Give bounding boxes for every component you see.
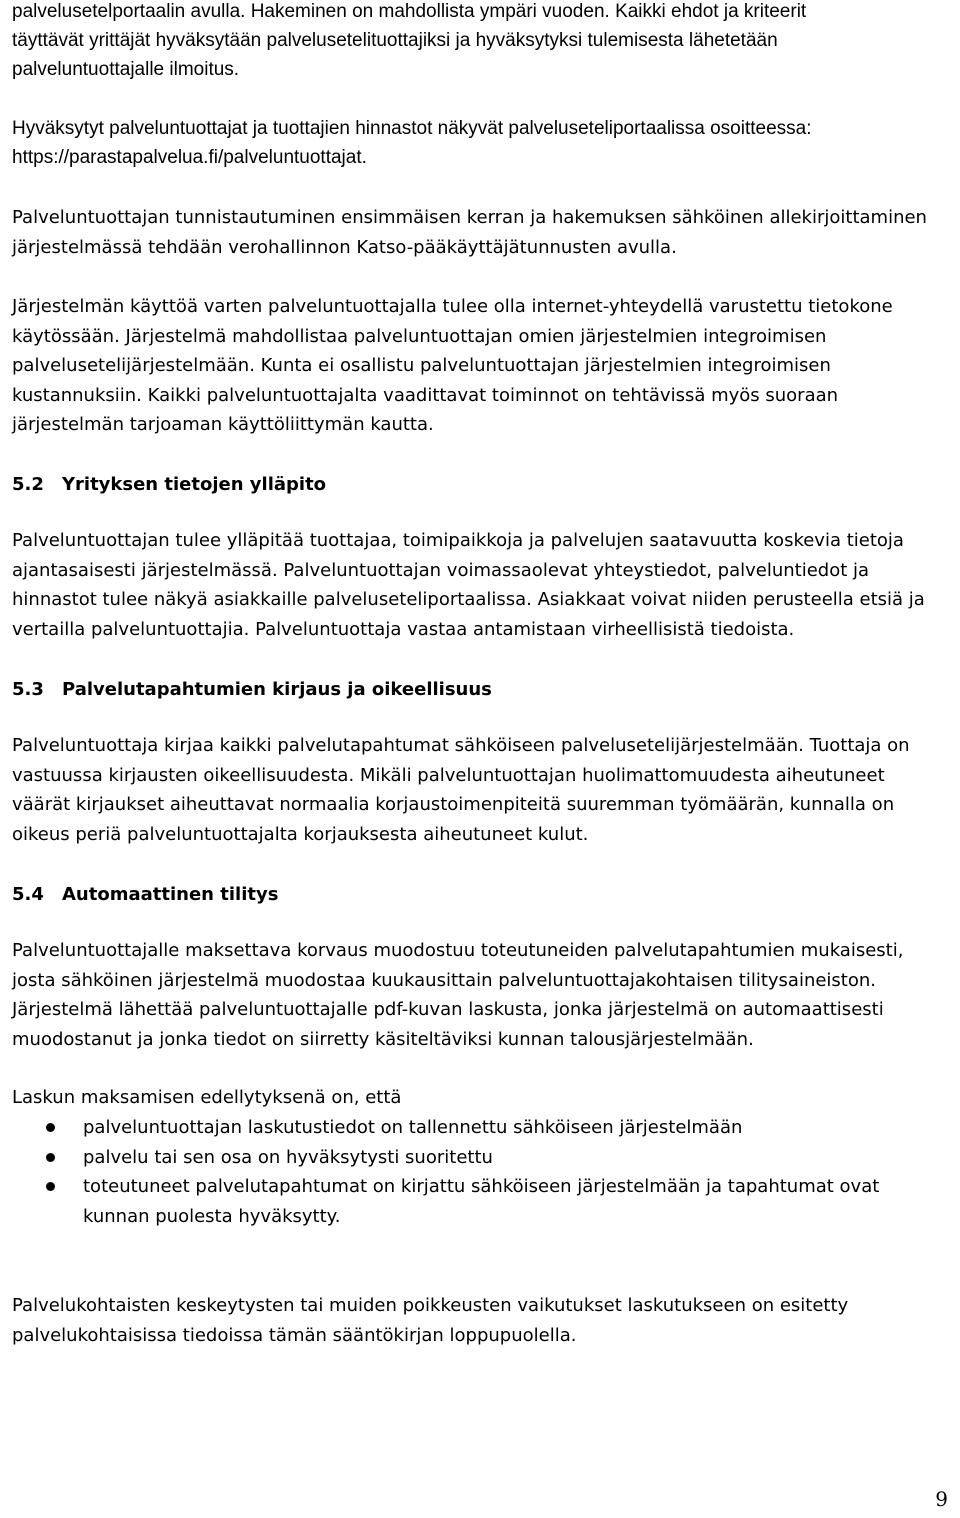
approved-providers-paragraph [12,114,812,172]
section-title: Palvelutapahtumien kirjaus ja oikeellisuus [62,679,492,700]
list-item [12,1113,879,1143]
section-title: Yrityksen tietojen ylläpito [62,474,327,495]
paragraph-line: Palvelukohtaisten keskeytysten tai muiden poikkeusten vaikutukset laskutukseen on esitetty [12,1295,849,1316]
list-item-text: kunnan puolesta hyväksytty. [83,1205,341,1227]
list-item-text: toteutuneet palvelutapahtumat on kirjattu sähköiseen järjestelmään ja tapahtumat ovat [83,1176,880,1198]
section-number: 5.4 [12,884,44,905]
system-use-line: kustannuksiin. Kaikki palveluntuottajalta vaadittavat toiminnot on tehtävissä myös suoraan [12,384,839,406]
intro-paragraph [12,0,806,84]
intro-line: palveluntuottajalle ilmoitus. [12,59,240,80]
section-title: Automaattinen tilitys [62,884,279,905]
system-use-line: järjestelmän tarjoaman käyttöliittymän kautta. [12,414,434,436]
conditions-list [12,1113,879,1231]
paragraph-line: Palveluntuottaja kirjaa kaikki palvelutapahtumat sähköiseen palvelusetelijärjestelmään. Tuottaja on [12,735,910,756]
paragraph-line: hinnastot tulee näkyä asiakkaille palveluseteliportaalissa. Asiakkaat voivat niiden perusteella etsiä ja [12,589,925,611]
section-5-2-heading [12,473,326,497]
bullet-icon [46,1123,55,1132]
paragraph-line: muodostanut ja jonka tiedot on siirretty käsiteltäviksi kunnan talousjärjestelmään. [12,1028,754,1050]
paragraph-line: väärät kirjaukset aiheuttavat normaalia korjaustoimenpiteitä suuremman työmäärän, kunnalla on [12,794,895,816]
paragraph-line: Palveluntuottajalle maksettava korvaus muodostuu toteutuneiden palvelutapahtumien mukaisesti, [12,940,904,961]
bullet-icon [46,1153,55,1162]
paragraph-line: Järjestelmä lähettää palveluntuottajalle pdf-kuvan laskusta, jonka järjestelmä on automaattisesti [12,999,884,1021]
list-item-text: palveluntuottajan laskutustiedot on tallennettu sähköiseen järjestelmään [83,1117,743,1138]
authentication-line: Palveluntuottajan tunnistautuminen ensimmäisen kerran ja hakemuksen sähköinen allekirjoittaminen [12,207,927,228]
section-5-3-paragraph [12,731,910,849]
section-5-3-heading [12,678,492,702]
list-item [12,1172,879,1231]
section-number: 5.3 [12,679,44,700]
system-use-paragraph [12,292,893,440]
section-5-2-paragraph [12,526,925,644]
bullet-icon [46,1182,55,1191]
section-5-4-heading [12,883,278,907]
conditions-intro-text: Laskun maksamisen edellytyksenä on, että [12,1087,402,1108]
paragraph-line: ajantasaisesti järjestelmässä. Palveluntuottajan voimassaolevat yhteystiedot, palveluntiedot ja [12,559,870,581]
section-number: 5.2 [12,474,44,495]
paragraph-line: palvelukohtaisissa tiedoissa tämän sääntökirjan loppupuolella. [12,1324,577,1346]
closing-paragraph [12,1291,848,1350]
authentication-line: järjestelmässä tehdään verohallinnon Katso-pääkäyttäjätunnusten avulla. [12,236,677,258]
list-item-text: palvelu tai sen osa on hyväksytysti suoritettu [83,1146,493,1168]
conditions-intro [12,1083,401,1113]
section-5-4-paragraph [12,936,903,1054]
system-use-line: käytössään. Järjestelmä mahdollistaa palveluntuottajan omien järjestelmien integroimisen [12,325,827,347]
paragraph-line: josta sähköinen järjestelmä muodostaa kuukausittain palveluntuottajakohtaisen tilitysaineiston. [12,969,876,991]
list-item [12,1143,879,1173]
page-number: 9 [935,1487,948,1511]
system-use-line: palvelusetelijärjestelmään. Kunta ei osallistu palveluntuottajan järjestelmien integroimisen [12,355,831,377]
paragraph-line: Palveluntuottajan tulee ylläpitää tuottajaa, toimipaikkoja ja palvelujen saatavuutta koskevia tietoja [12,530,904,551]
approved-line: Hyväksytyt palveluntuottajat ja tuottajien hinnastot näkyvät palveluseteliportaalissa osoitteessa: [12,118,812,139]
paragraph-line: vertailla palveluntuottajia. Palveluntuottaja vastaa antamistaan virheellisistä tiedoista. [12,618,795,640]
system-use-line: Järjestelmän käyttöä varten palveluntuottajalla tulee olla internet-yhteydellä varustettu tietokone [12,296,893,317]
paragraph-line: oikeus periä palveluntuottajalta korjauksesta aiheutuneet kulut. [12,823,589,845]
portal-url: https://parastapalvelua.fi/palveluntuottajat. [12,147,367,168]
authentication-paragraph [12,203,927,262]
intro-line: palvelusetelportaalin avulla. Hakeminen on mahdollista ympäri vuoden. Kaikki ehdot ja kriteerit [12,1,807,22]
paragraph-line: vastuussa kirjausten oikeellisuudesta. Mikäli palveluntuottajan huolimattomuudesta aiheutuneet [12,764,885,786]
intro-line: täyttävät yrittäjät hyväksytään palvelusetelituottajiksi ja hyväksytyksi tulemisesta lähetetään [12,30,778,51]
